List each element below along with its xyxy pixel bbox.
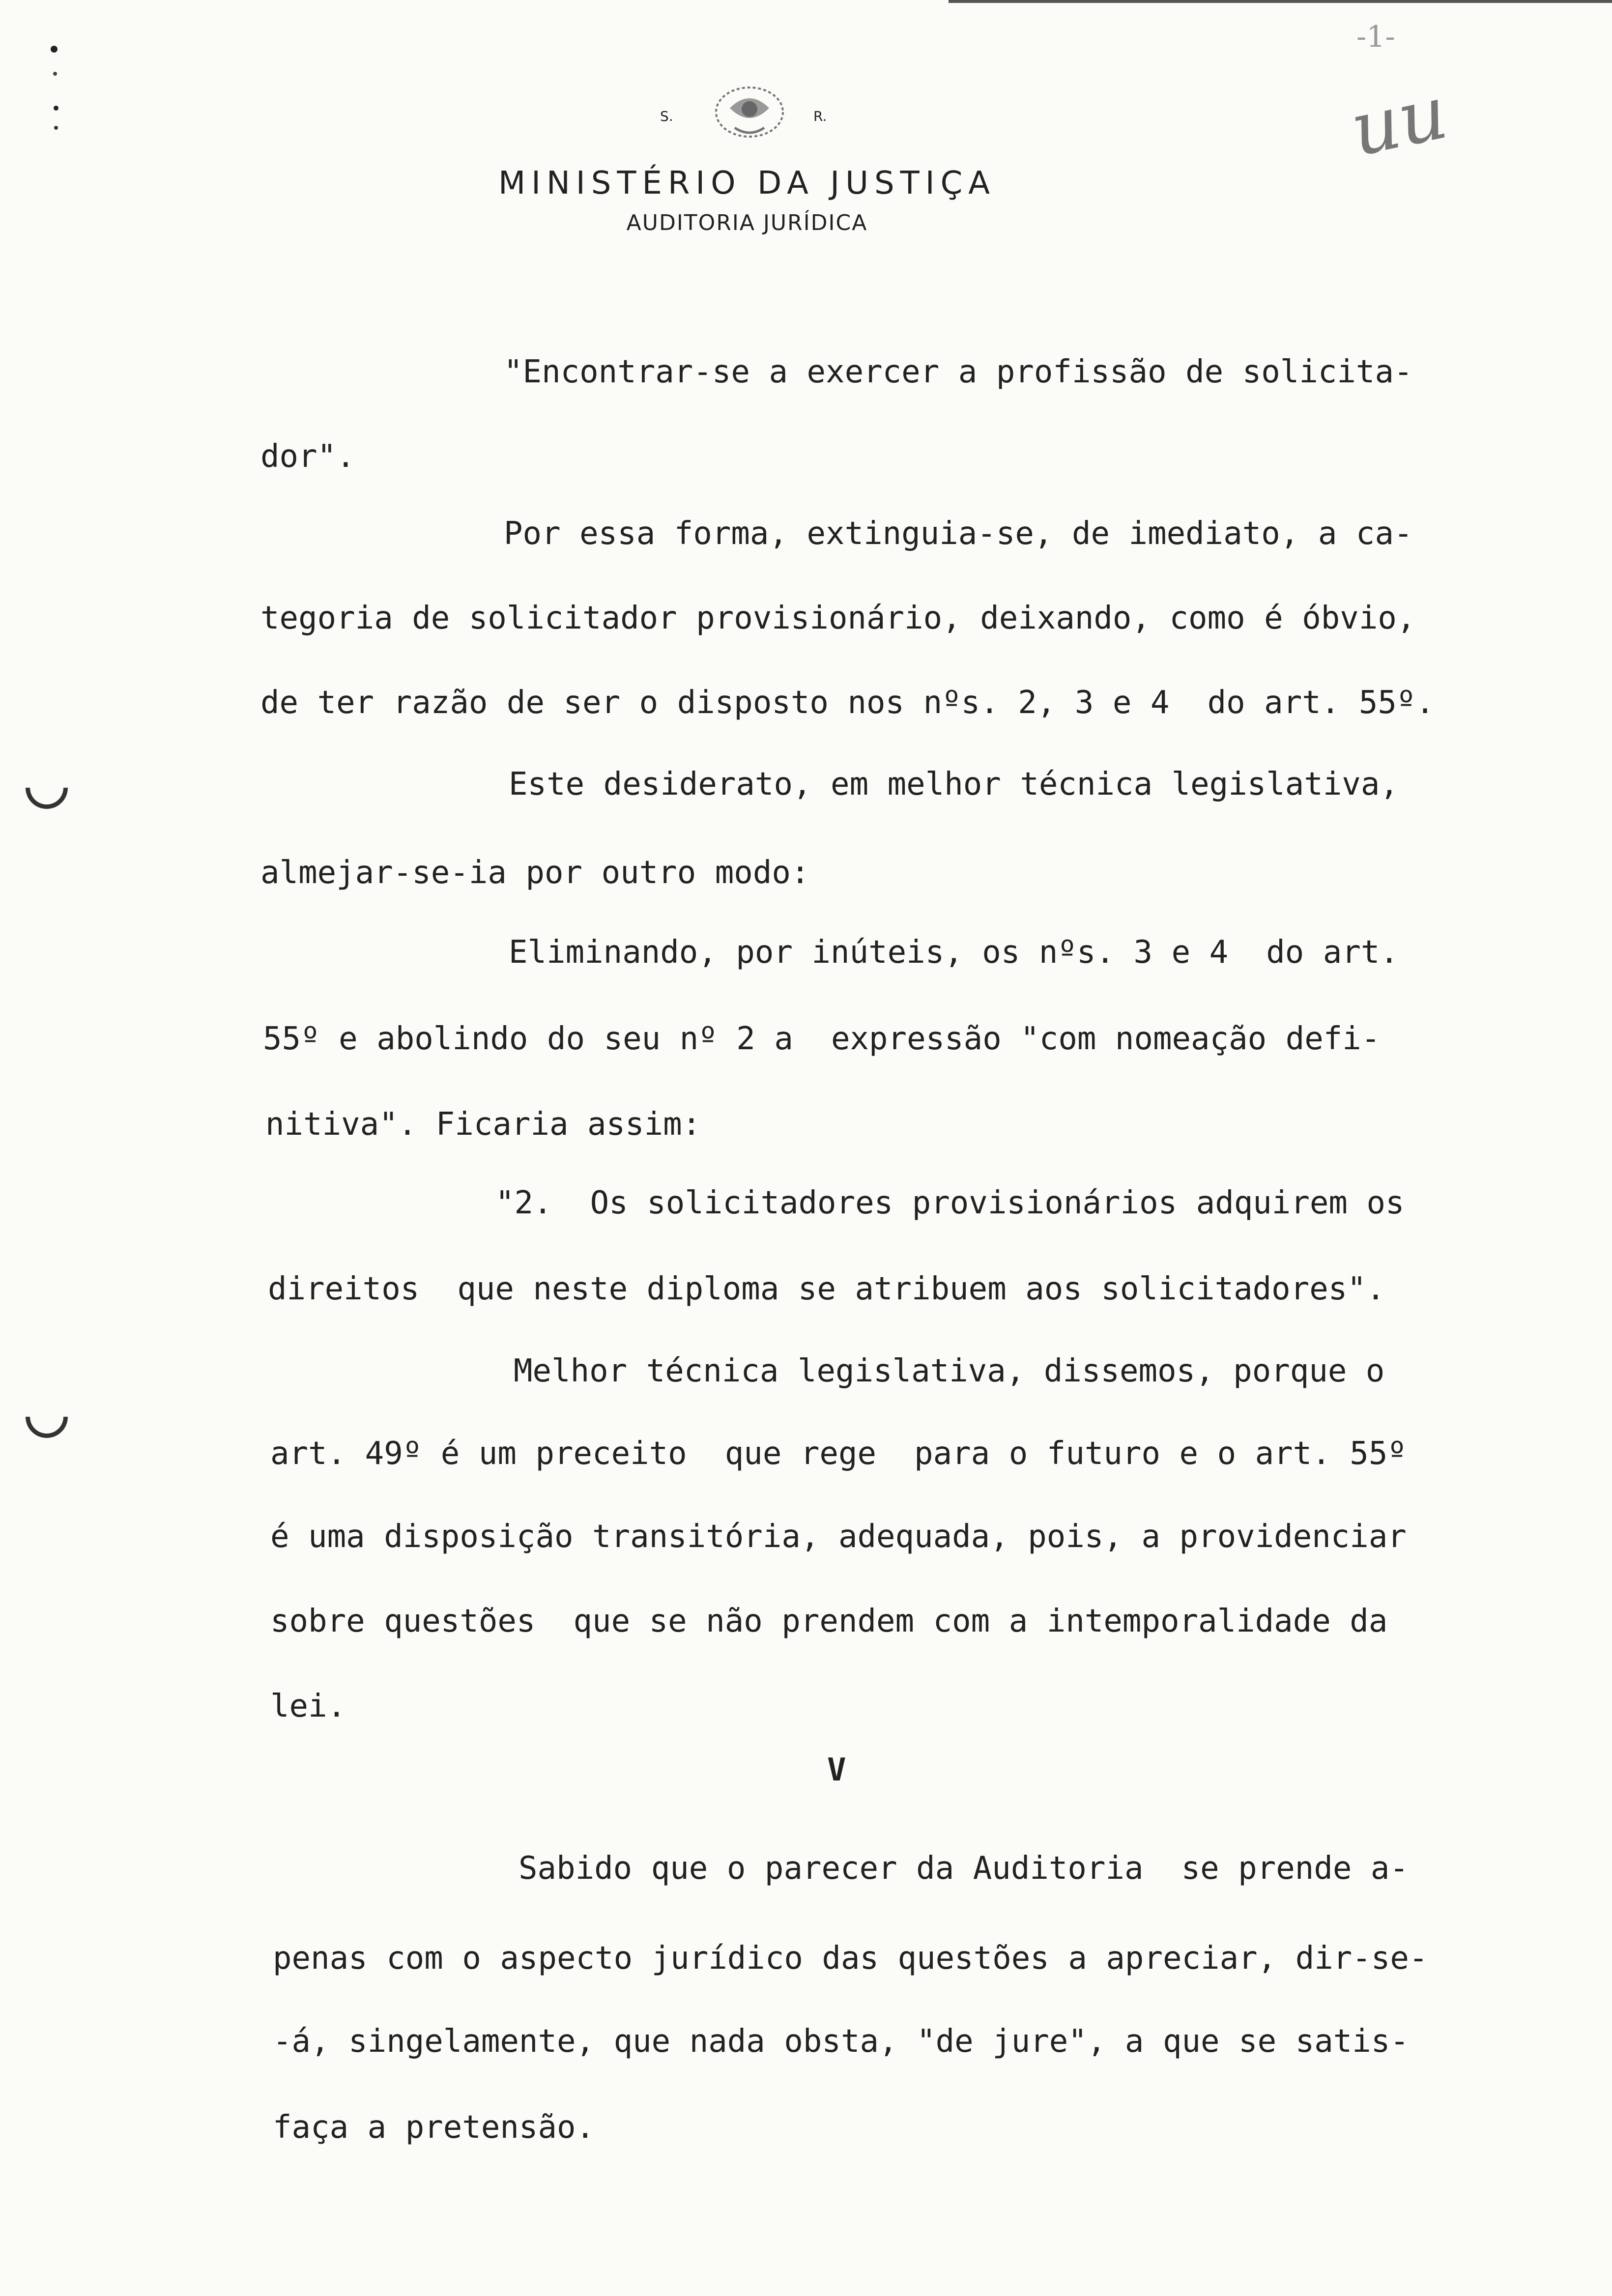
page-mark: -1- [1356,20,1395,54]
body-line: "2. Os solicitadores provisionários adquirem os [495,1185,1405,1221]
body-line: nitiva". Ficaria assim: [265,1106,701,1143]
body-line: Sabido que o parecer da Auditoria se prende a- [518,1850,1409,1887]
body-line: lei. [270,1688,346,1724]
body-line: -á, singelamente, que nada obsta, "de jure", a que se satis- [273,2023,1409,2060]
body-line: Por essa forma, extinguia-se, de imediato, a ca- [504,516,1413,552]
body-line: "Encontrar-se a exercer a profissão de solicita- [504,354,1413,390]
binder-hole-bottom [17,1387,77,1447]
body-line: dor". [260,438,355,475]
handwritten-initials: uu [1344,69,1455,173]
body-line: Este desiderato, em melhor técnica legislativa, [509,766,1399,803]
seal-letter-right: R. [813,108,827,124]
ministry-title: MINISTÉRIO DA JUSTIÇA [498,165,996,201]
body-line: Eliminando, por inúteis, os nºs. 3 e 4 do art. [509,934,1399,971]
body-line: almejar-se-ia por outro modo: [260,855,810,891]
seal-row [0,79,1494,143]
seal-letter-left: S. [660,108,673,124]
department-subtitle: AUDITORIA JURÍDICA [626,210,868,235]
body-line: faça a pretensão. [273,2109,595,2146]
body-line: de ter razão de ser o disposto nos nºs. 2, 3 e 4 do art. 55º. [260,685,1435,721]
body-line: Melhor técnica legislativa, dissemos, porque o [514,1353,1385,1389]
section-heading: V [827,1752,846,1788]
body-line: 55º e abolindo do seu nº 2 a expressão "com nomeação defi- [263,1021,1381,1057]
body-line: direitos que neste diploma se atribuem aos solicitadores". [268,1271,1385,1307]
body-line: penas com o aspecto jurídico das questões a apreciar, dir-se- [273,1940,1428,1977]
body-line: é uma disposição transitória, adequada, pois, a providenciar [270,1519,1407,1555]
body-line: sobre questões que se não prendem com a intemporalidade da [270,1603,1388,1639]
body-line: tegoria de solicitador provisionário, deixando, como é óbvio, [260,600,1416,636]
body-line: art. 49º é um preceito que rege para o futuro e o art. 55º [270,1435,1407,1472]
binder-hole-top [17,758,77,818]
letterhead [0,79,1494,235]
coat-of-arms-icon [700,79,799,143]
top-rule [949,0,1612,3]
